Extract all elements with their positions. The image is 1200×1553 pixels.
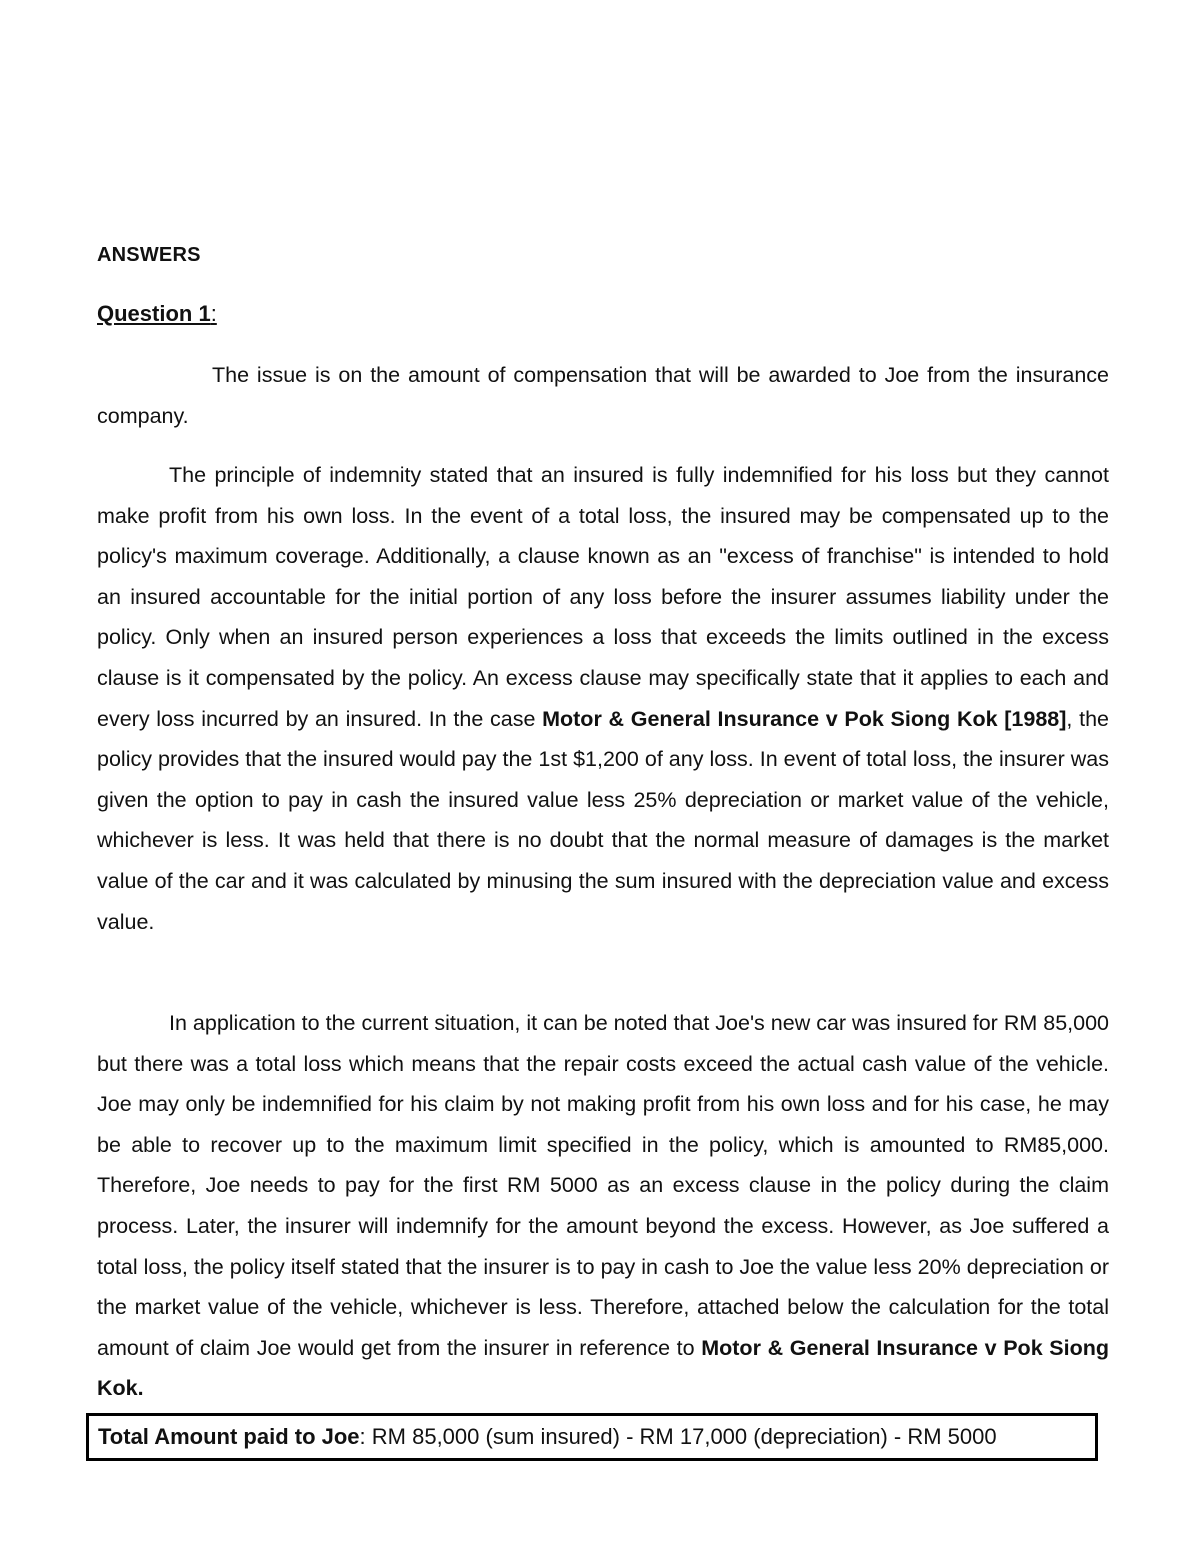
paragraph-application xyxy=(97,1003,1109,1409)
case-citation-reference: Motor & General Insurance v Pok Siong Kok. xyxy=(97,1335,1109,1401)
paragraph-application-text: In application to the current situation, it can be noted that Joe's new car was insured for RM 85,000 but there was a total loss which means that the repair costs exceed the actual cash value of the vehicle. Joe may only be indemnified for his claim by not making profit from his own loss and for his case, he may be able to recover up to the maximum limit specified in the policy, which is amounted to RM85,000. Therefore, Joe needs to pay for the first RM 5000 as an excess clause in the policy during the claim process. Later, the insurer will indemnify for the amount beyond the excess. However, as Joe suffered a total loss, the policy itself stated that the insurer is to pay in cash to Joe the value less 20% depreciation or the market value of the vehicle, whichever is less. Therefore, attached below the calculation for the total amount of claim Joe would get from the insurer in reference to xyxy=(97,1011,1109,1360)
calculation-value: : RM 85,000 (sum insured) - RM 17,000 (depreciation) - RM 5000 xyxy=(359,1424,997,1449)
paragraph-principle-text-b: , the policy provides that the insured would pay the 1st $1,200 of any loss. In event of total loss, the insurer was given the option to pay in cash the insured value less 25% depreciation or market value of the vehicle, whichever is less. It was held that there is no doubt that the normal measure of damages is the market value of the car and it was calculated by minusing the sum insured with the depreciation value and excess value. xyxy=(97,706,1109,934)
question-suffix: : xyxy=(210,301,217,326)
question-label: Question 1 xyxy=(97,301,211,326)
question-title xyxy=(97,301,217,327)
answers-heading: ANSWERS xyxy=(97,244,201,266)
paragraph-issue: The issue is on the amount of compensation that will be awarded to Joe from the insurance company. xyxy=(97,363,1109,428)
calculation-label: Total Amount paid to Joe xyxy=(98,1424,360,1449)
calculation-box xyxy=(86,1413,1098,1461)
paragraph-principle-text-a: The principle of indemnity stated that an insured is fully indemnified for his loss but they cannot make profit from his own loss. In the event of a total loss, the insured may be compensated up to the policy's maximum coverage. Additionally, a clause known as an "excess of franchise" is intended to hold an insured accountable for the initial portion of any loss before the insurer assumes liability under the policy. Only when an insured person experiences a loss that exceeds the limits outlined in the excess clause is it compensated by the policy. An excess clause may specifically state that it applies to each and every loss incurred by an insured. In the case xyxy=(97,463,1109,731)
paragraph-principle xyxy=(97,455,1109,942)
case-citation: Motor & General Insurance v Pok Siong Kok [1988] xyxy=(542,706,1067,731)
